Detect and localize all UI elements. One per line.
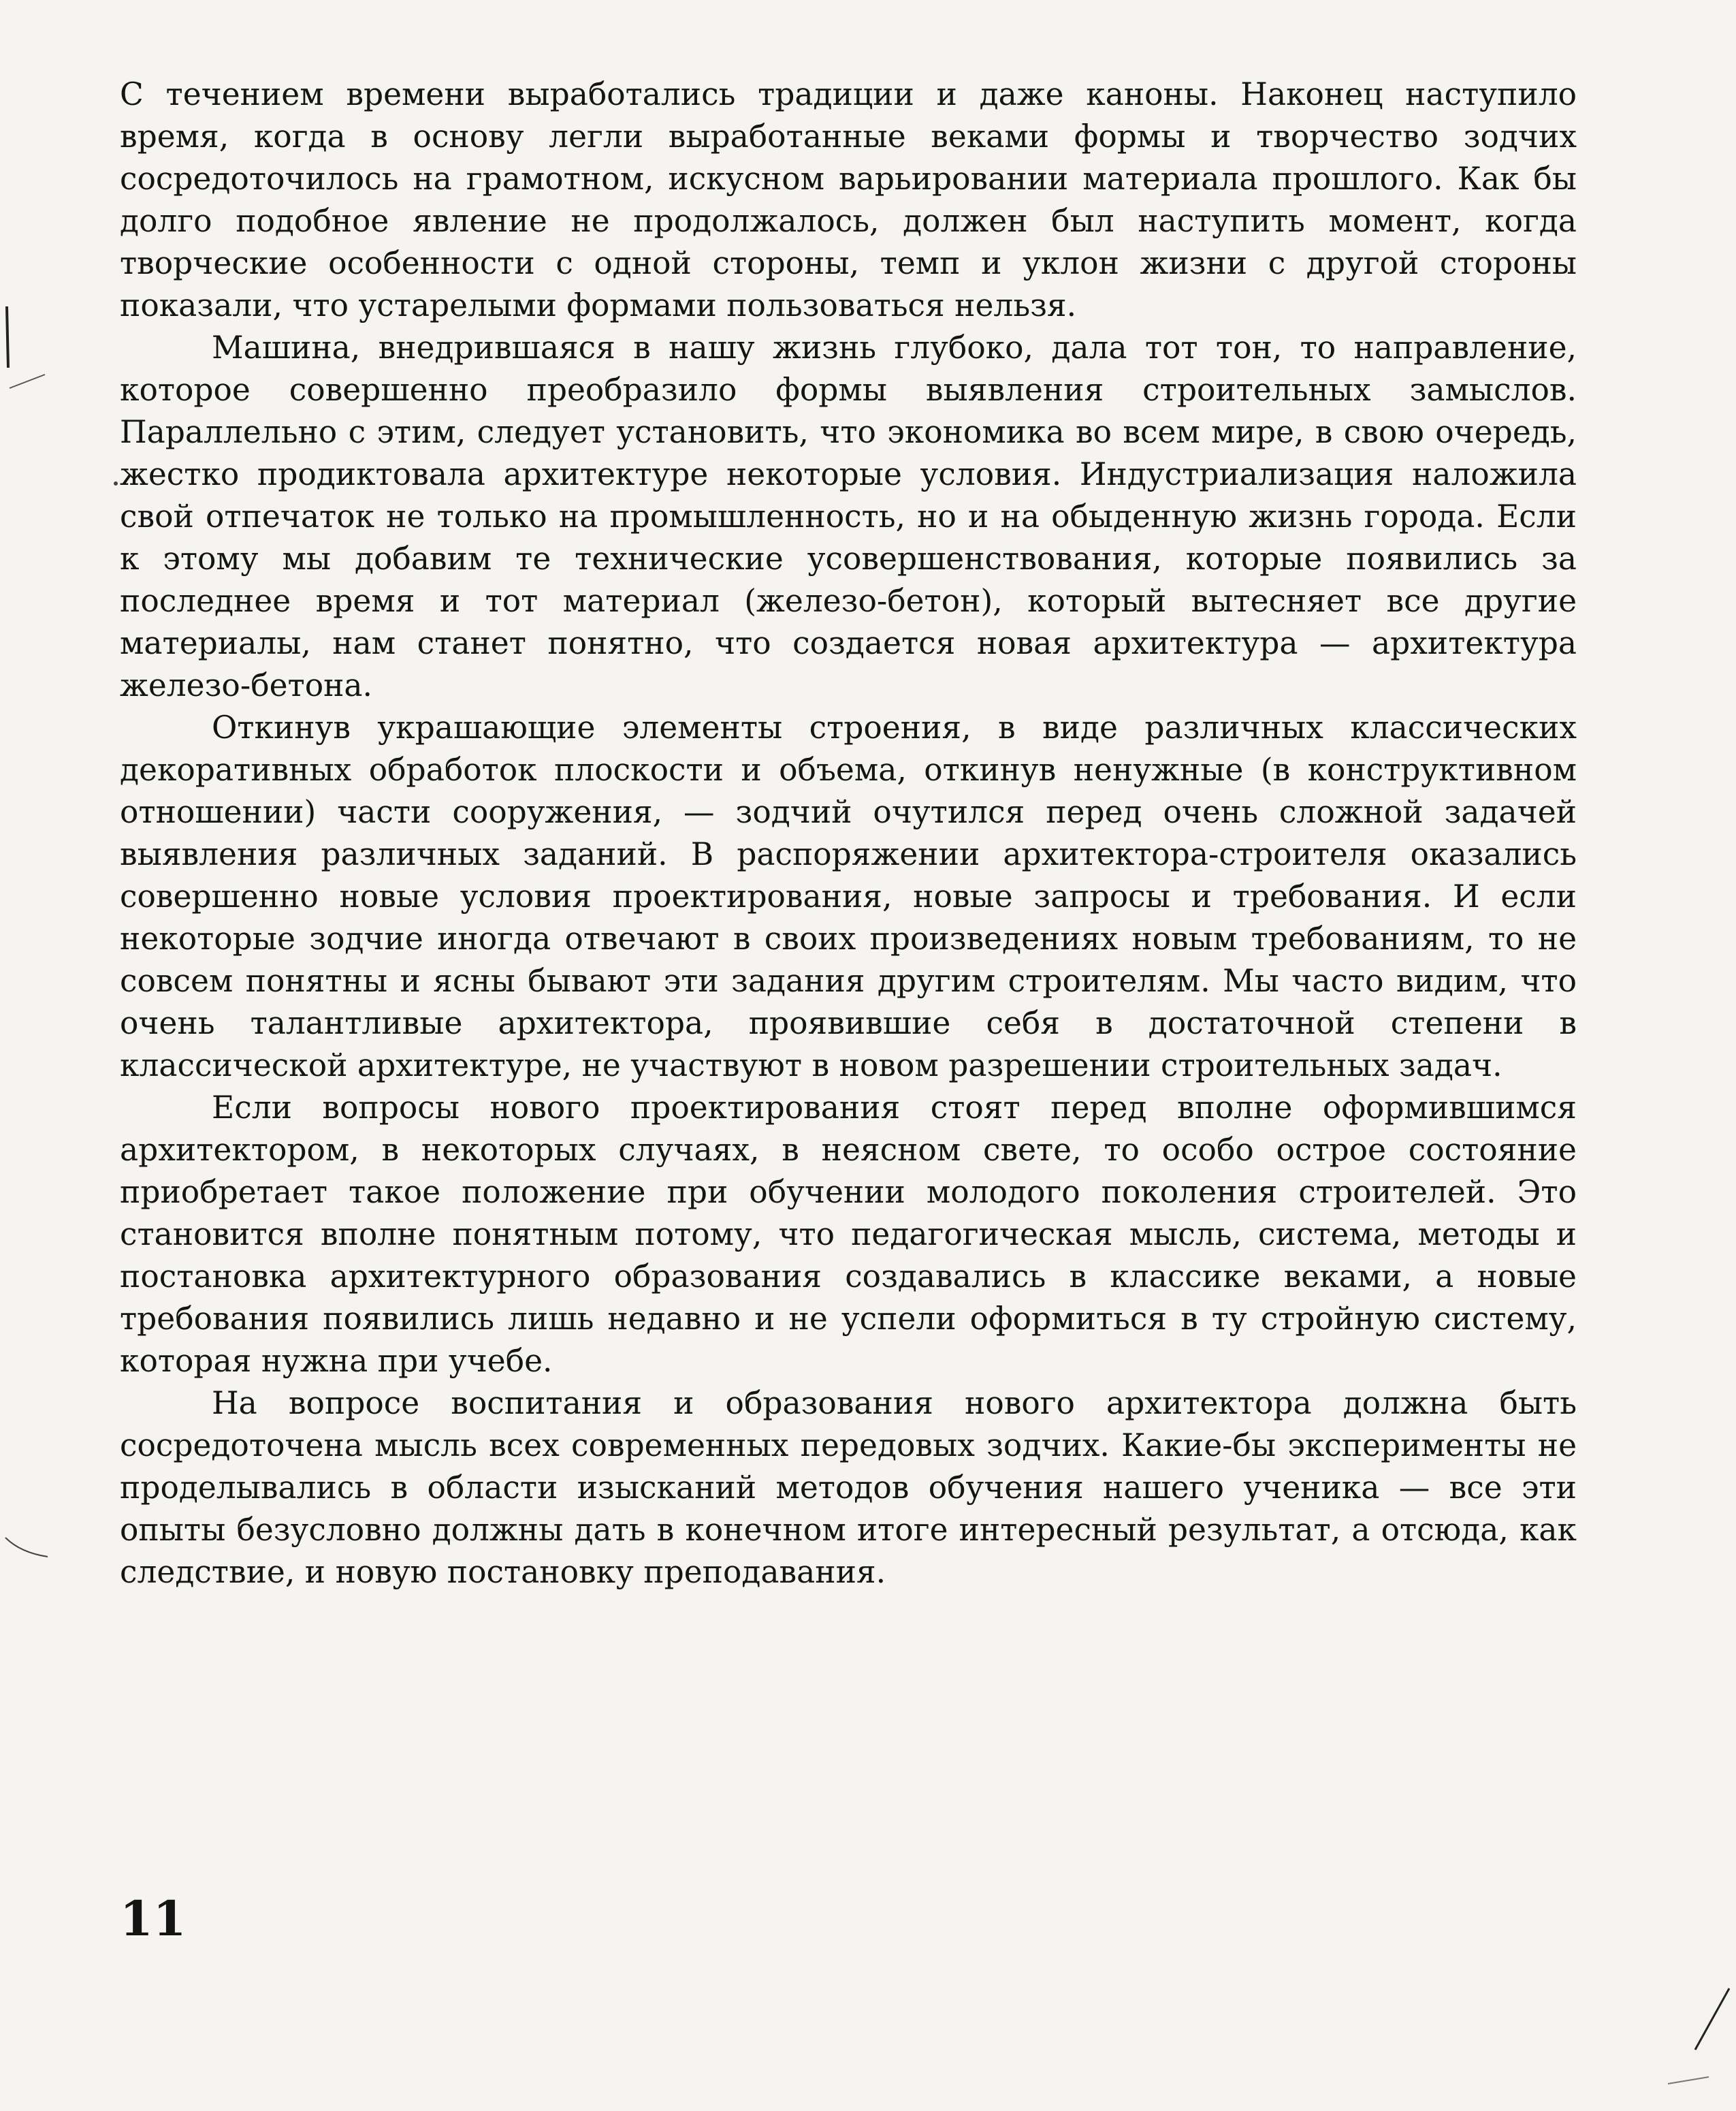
page-number: 11: [120, 1890, 187, 1947]
margin-mark-middle-left: [109, 477, 123, 490]
margin-mark-top-left: [0, 293, 54, 402]
paragraph-3: Откинув украшающие элементы строения, в виде различных классических декоративных обработок плоскости и объема, откинув ненужные (в конструктивном отношении) части сооружения, — зодчий очутился перед очень сложной задачей выявления различных заданий. В распоряжении архитектора-строителя оказались совершенно новые условия проектирования, новые запросы и требования. И если некоторые зодчие иногда отвечают в своих произведениях новым требованиям, то не совсем понятны и ясны бывают эти задания другим строителям. Мы часто видим, что очень талантливые архитектора, проявившие себя в достаточной степени в классической архитектуре, не участвуют в новом разрешении строительных задач.: [120, 710, 1577, 1083]
paragraph-2: Машина, внедрившаяся в нашу жизнь глубоко, дала тот тон, то направление, которое совершенно преобразило формы выявления строительных замыслов. Параллельно с этим, следует установить, что экономика во всем мире, в свою очередь, жестко продиктовала архитектуре некоторые условия. Индустриализация наложила свой отпечаток не только на промышленность, но и на обыденную жизнь города. Если к этому мы добавим те технические усовершенствования, которые появились за последнее время и тот материал (железо-бетон), который вытесняет все другие материалы, нам станет понятно, что создается новая архитектура — архитектура железо-бетона.: [120, 330, 1577, 703]
margin-mark-lower-left: [0, 1532, 61, 1573]
paragraph-1: С течением времени выработались традиции и даже каноны. Наконец наступило время, когда в основу легли выработанные веками формы и творчество зодчих сосредоточилось на грамотном, искусном варьировании материала прошлого. Как бы долго подобное явление не продолжалось, должен был наступить момент, когда творческие особенности с одной стороны, темп и уклон жизни с другой стороны показали, что устарелыми формами пользоваться нельзя.: [120, 76, 1577, 323]
corner-stroke-bottom-right: [1647, 1975, 1736, 2111]
paragraph-4: Если вопросы нового проектирования стоят перед вполне оформившимся архитектором, в некоторых случаях, в неясном свете, то особо острое состояние приобретает такое положение при обучении молодого поколения строителей. Это становится вполне понятным потому, что педагогическая мысль, система, методы и постановка архитектурного образования создавались в классике веками, а новые требования появились лишь недавно и не успели оформиться в ту стройную систему, которая нужна при учебе.: [120, 1090, 1577, 1379]
body-text: [120, 74, 1577, 1593]
paragraph-5: На вопросе воспитания и образования нового архитектора должна быть сосредоточена мысль всех современных передовых зодчих. Какие-бы эксперименты не проделывались в области изысканий методов обучения нашего ученика — все эти опыты безусловно должны дать в конечном итоге интересный результат, а отсюда, как следствие, и новую постановку преподавания.: [120, 1385, 1577, 1590]
